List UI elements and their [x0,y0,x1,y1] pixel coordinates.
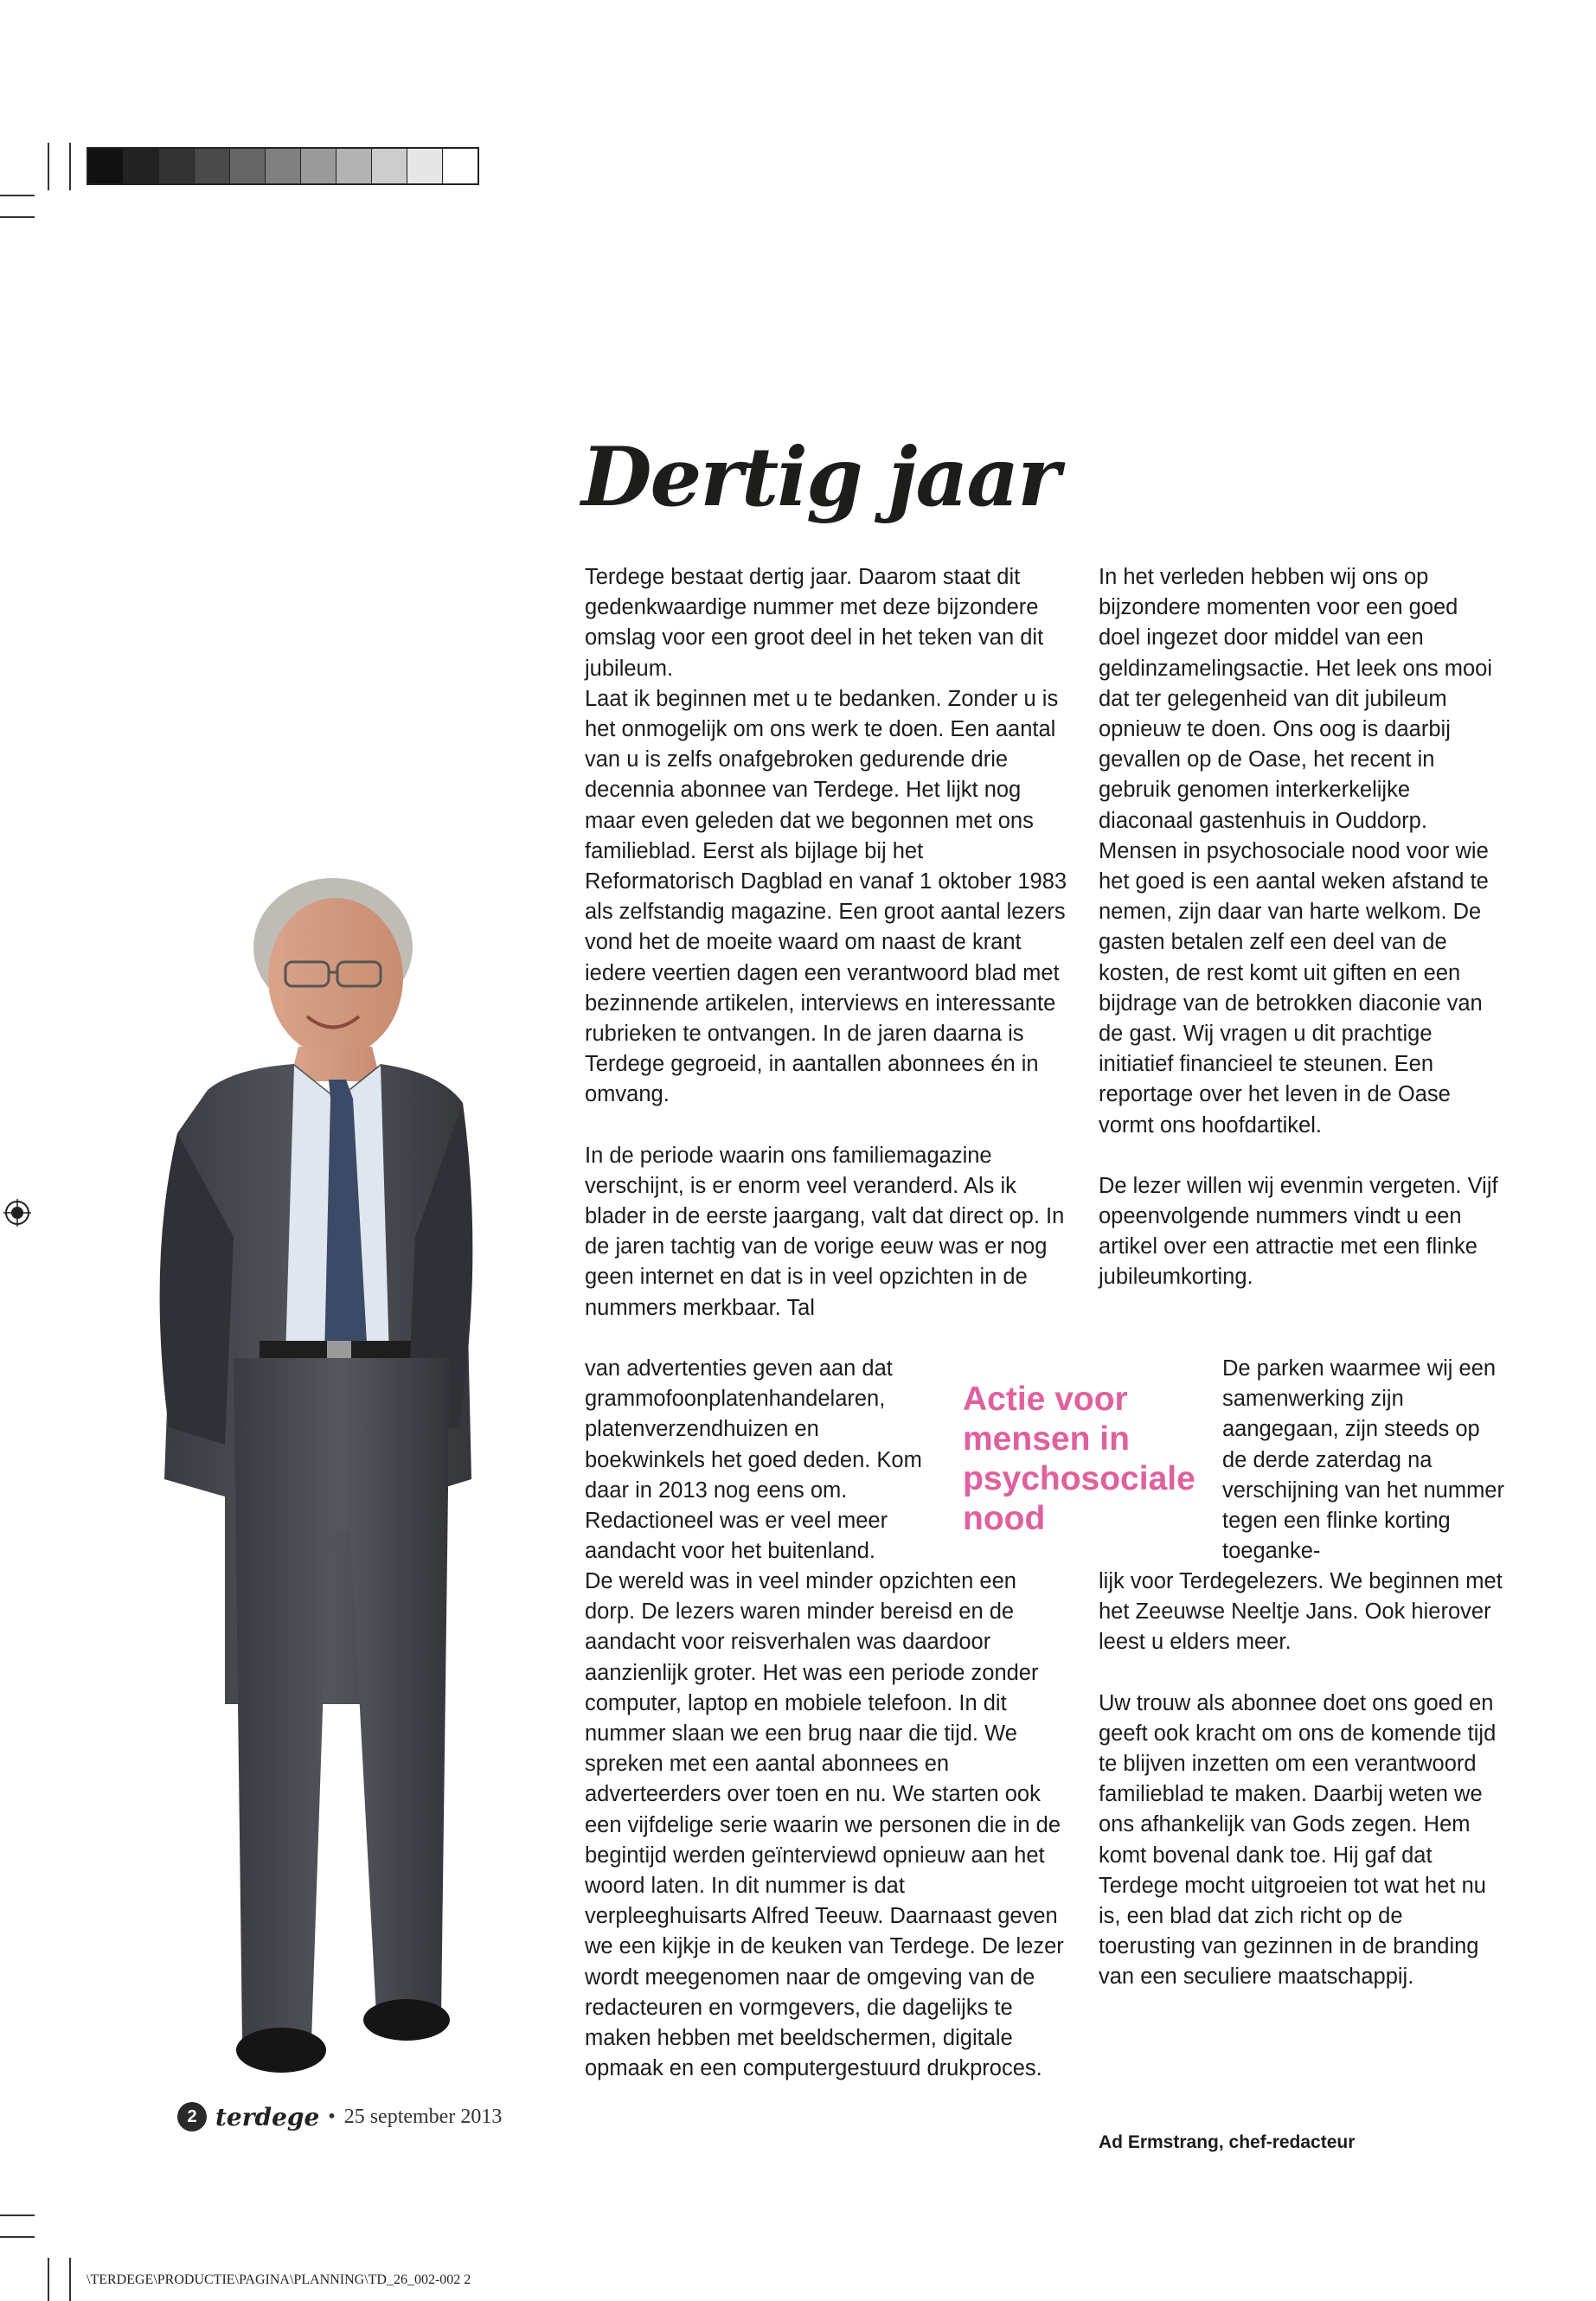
column-2-lower [1099,1567,1505,1993]
crop-mark [0,216,35,218]
column-2-upper [1099,562,1505,1293]
brand-logo: terdege [215,2102,320,2131]
calibration-swatch [407,149,443,183]
issue-date: 25 september 2013 [343,2105,503,2128]
calibration-swatch [195,149,230,183]
paragraph: Uw trouw als abonnee doet ons goed en geeft ook kracht om ons de komende tijd te blijven inzetten om een verantwoord familieblad te maken. Daarbij weten we ons afhankelijk van Gods zegen. Hem komt bovenal dank toe. Hij gaf dat Terdege mocht uitgroeien tot wat het nu is, een blad dat zich richt op de toerusting van gezinnen in de branding van een seculiere maatschappij. [1099,1690,1497,1990]
calibration-swatch [372,149,407,183]
column-1-upper [585,562,1069,1324]
paragraph: In de periode waarin ons familiemagazine verschijnt, is er enorm veel veranderd. Als ik blader in de eerste jaargang, valt dat direct op. In de jaren tachtig van de vorige eeuw was er nog geen internet en dat is in veel opzichten in de nummers merkbaar. Tal [585,1143,1065,1320]
paragraph: In het verleden hebben wij ons op bijzondere momenten voor een goed doel ingezet door middel van een geldinzamelingsactie. Het leek ons mooi dat ter gelegenheid van dit jubileum opnieuw te doen. Ons oog is daarbij gevallen op de Oase, het recent in gebruik genomen interkerkelijke diaconaal gastenhuis in Ouddorp. Mensen in psychosociale nood voor wie het goed is een aantal weken afstand te nemen, zijn daar van harte welkom. De gasten betalen zelf een deel van de kosten, de rest komt uit giften en een bijdrage van de betrokken diaconie van de gast. Wij vragen u dit prachtige initiatief financieel te steunen. Een reportage over het leven in de Oase vormt ons hoofdartikel. [1099,565,1492,1138]
column-1-narrow [585,1354,931,1567]
separator-dot: • [328,2105,336,2128]
crop-mark [0,2236,35,2238]
crop-mark [69,2258,71,2301]
file-path: \TERDEGE\PRODUCTIE\PAGINA\PLANNING\TD_26_002-002 2 [87,2272,471,2287]
column-2-narrow [1222,1354,1508,1567]
paragraph: De lezer willen wij evenmin vergeten. Vijf opeenvolgende nummers vindt u een artikel over een attractie met een flinke jubileumkorting. [1099,1173,1498,1290]
pull-quote: Actie voor mensen in psychosociale nood [963,1381,1195,1537]
calibration-swatch [159,149,195,183]
calibration-swatch [266,149,301,183]
calibration-swatch [443,149,478,183]
paragraph: Laat ik beginnen met u te bedanken. Zonder u is het onmogelijk om ons werk te doen. Een aantal van u is zelfs onafgebroken gedurende drie decennia abonnee van Terdege. Het lijkt nog maar even geleden dat we begonnen met ons familieblad. Eerst als bijlage bij het Reformatorisch Dagblad en vanaf 1 oktober 1983 als zelfstandig magazine. Een groot aantal lezers vond het de moeite waard om naast de krant iedere veertien dagen een verantwoord blad met bezinnende artikelen, interviews en interessante rubrieken te ontvangen. In de jaren daarna is Terdege gegroeid, in aantallen abonnees én in omvang. [585,686,1067,1107]
color-calibration-bar [87,147,479,185]
paragraph: van advertenties geven aan dat grammofoonplatenhandelaren, platenverzendhuizen en boekwinkels het goed deden. Kom daar in 2013 nog eens om. Redactioneel was er veel meer aandacht voor het buitenland. [585,1356,922,1564]
calibration-swatch [301,149,337,183]
crop-mark [0,2214,35,2216]
crop-mark [48,2258,49,2301]
crop-mark [0,195,35,196]
crop-mark [69,143,71,190]
paragraph: De wereld was in veel minder opzichten een dorp. De lezers waren minder bereisd en de aandacht voor reisverhalen was daardoor aanzienlijk groter. Het was een periode zonder computer, laptop en mobiele telefoon. In dit nummer slaan we een brug naar die tijd. We spreken met een aantal abonnees en adverteerders over toen en nu. We starten ook een vijfdelige serie waarin we personen die in de begintijd werden geïnterviewd opnieuw aan het woord laten. In dit nummer is dat verpleeghuisarts Alfred Teeuw. Daarnaast geven we een kijkje in de keuken van Terdege. De lezer wordt meegenomen naar de omgeving van de redacteuren en vormgevers, die dagelijks te maken hebben met beeldschermen, digitale opmaak en een computergestuurd drukproces. [585,1569,1064,2081]
calibration-swatch [124,149,159,183]
page-number: 2 [177,2102,207,2131]
folio [177,2102,502,2131]
calibration-swatch [230,149,266,183]
calibration-swatch [88,149,124,183]
column-1-lower [585,1567,1069,2084]
paragraph: lijk voor Terdegelezers. We beginnen met het Zeeuwse Neeltje Jans. Ook hierover leest u elders meer. [1099,1569,1503,1655]
calibration-swatch [337,149,372,183]
editor-portrait [130,874,476,2102]
article-title: Dertig jaar [581,430,1059,525]
registration-mark-icon [3,1199,31,1227]
author-signoff: Ad Ermstrang, chef-redacteur [1099,2132,1356,2152]
crop-mark [48,143,49,190]
paragraph: De parken waarmee wij een samenwerking zijn aangegaan, zijn steeds op de derde zaterdag na verschijning van het nummer tegen een flinke korting toeganke- [1222,1356,1504,1564]
paragraph: Terdege bestaat dertig jaar. Daarom staat dit gedenkwaardige nummer met deze bijzondere omslag voor een groot deel in het teken van dit jubileum. [585,565,1044,681]
